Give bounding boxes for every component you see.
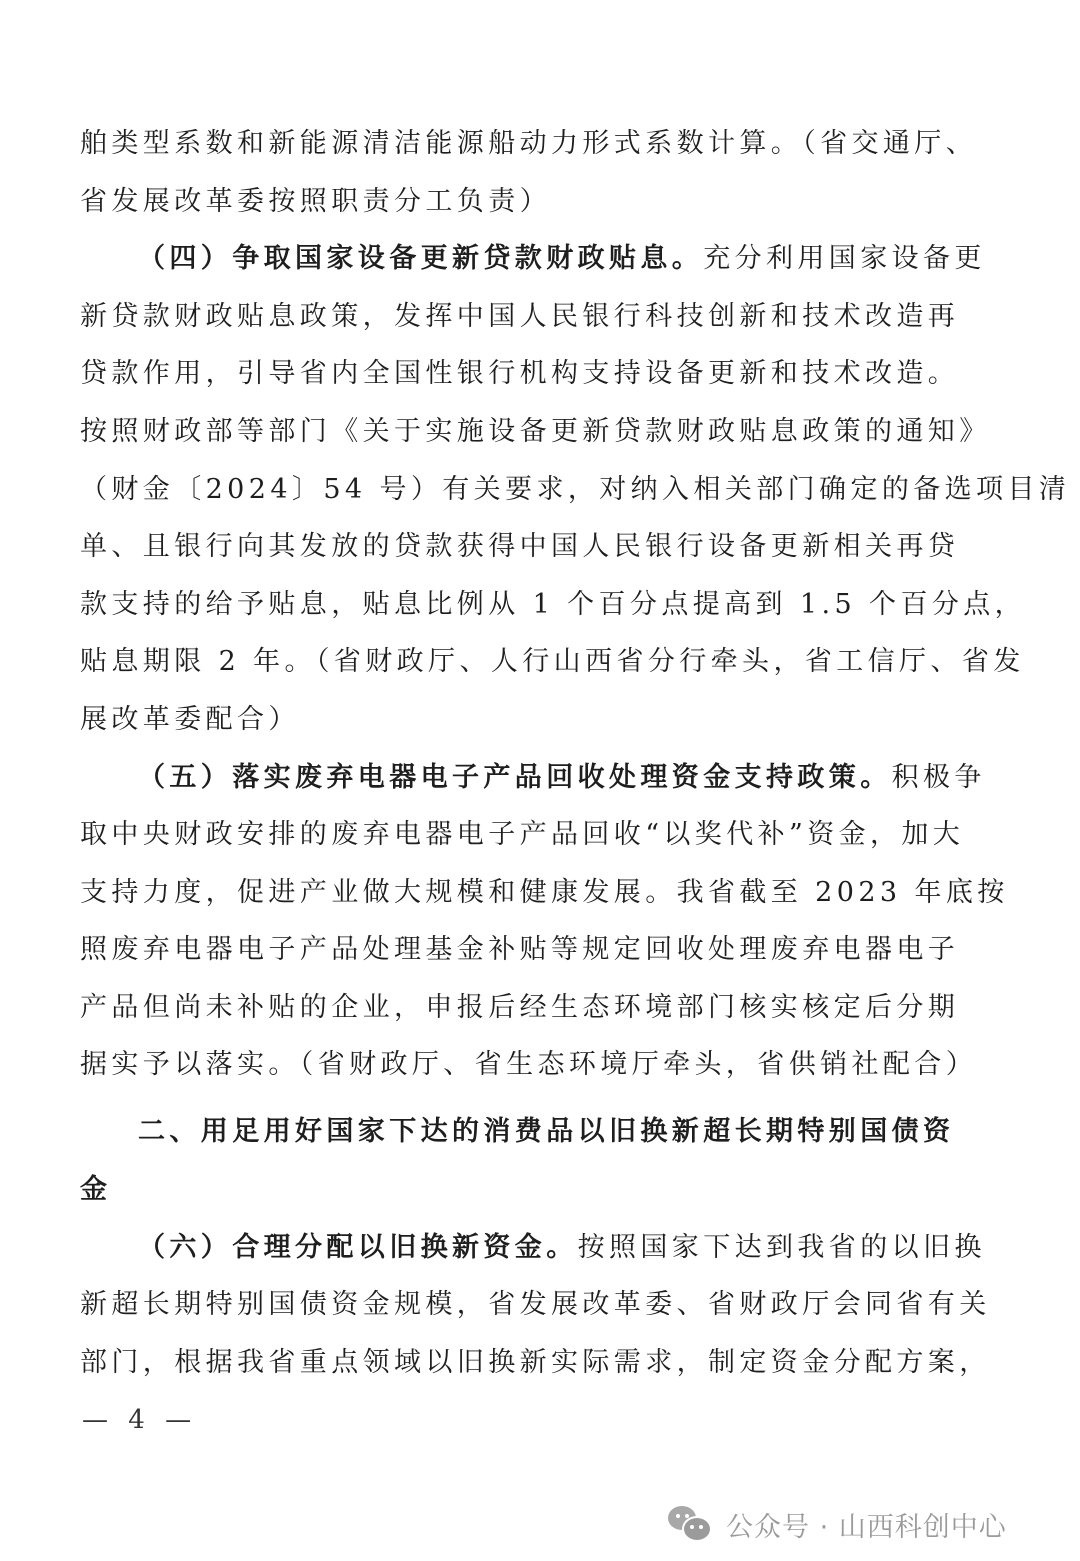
- subsection-title: （四）争取国家设备更新贷款财政贴息。: [138, 243, 704, 274]
- paragraph-line: [80, 642, 1025, 682]
- paragraph-line: [80, 124, 978, 164]
- body-text: 舶类型系数和新能源清洁能源船动力形式系数计算。（省交通厅、: [80, 128, 978, 159]
- body-text: 支持力度，促进产业做大规模和健康发展。我省截至 2023 年底按: [80, 877, 1009, 908]
- paragraph-line: [80, 412, 991, 452]
- paragraph-line: [80, 815, 965, 855]
- body-text: 据实予以落实。（省财政厅、省生态环境厅牵头，省供销社配合）: [80, 1049, 978, 1080]
- body-text: 积极争: [891, 762, 986, 793]
- wechat-watermark: [378, 1498, 1007, 1550]
- paragraph-line: [80, 354, 960, 394]
- body-text: 新超长期特别国债资金规模，省发展改革委、省财政厅会同省有关: [80, 1289, 991, 1320]
- section-heading-line: [138, 1112, 955, 1152]
- body-text: 贴息期限 2 年。（省财政厅、人行山西省分行牵头，省工信厅、省发: [80, 646, 1025, 677]
- wechat-icon: [668, 1504, 716, 1544]
- body-text: 部门，根据我省重点领域以旧换新实际需求，制定资金分配方案，: [80, 1347, 991, 1378]
- section-heading: 金: [80, 1174, 112, 1205]
- paragraph-line: [80, 585, 1027, 625]
- paragraph-line: [80, 988, 960, 1028]
- section-heading-line: [80, 1170, 950, 1210]
- body-text: 贷款作用，引导省内全国性银行机构支持设备更新和技术改造。: [80, 358, 960, 389]
- paragraph-line: [80, 182, 950, 222]
- paragraph-line: [138, 1228, 986, 1268]
- subsection-title: （六）合理分配以旧换新资金。: [138, 1232, 578, 1263]
- watermark-label: 公众号 · 山西科创中心: [726, 1511, 1007, 1543]
- paragraph-line: [138, 239, 986, 279]
- paragraph-line: [80, 527, 960, 567]
- body-text: （财金〔2024〕54 号）有关要求，对纳入相关部门确定的备选项目清: [80, 474, 1071, 505]
- body-text: 照废弃电器电子产品处理基金补贴等规定回收处理废弃电器电子: [80, 934, 960, 965]
- paragraph-line: [80, 470, 1071, 510]
- page-number: — 4 —: [82, 1405, 198, 1435]
- paragraph-line: [80, 1045, 978, 1085]
- body-text: 产品但尚未补贴的企业，申报后经生态环境部门核实核定后分期: [80, 992, 960, 1023]
- body-text: 省发展改革委按照职责分工负责）: [80, 186, 551, 217]
- paragraph-line: [80, 873, 1009, 913]
- section-heading: 二、用足用好国家下达的消费品以旧换新超长期特别国债资: [138, 1116, 955, 1147]
- paragraph-line: [80, 297, 960, 337]
- paragraph-line: [80, 700, 950, 740]
- body-text: 充分利用国家设备更: [703, 243, 986, 274]
- paragraph-line: [80, 1285, 991, 1325]
- body-text: 单、且银行向其发放的贷款获得中国人民银行设备更新相关再贷: [80, 531, 960, 562]
- body-text: 展改革委配合）: [80, 704, 300, 735]
- body-text: 取中央财政安排的废弃电器电子产品回收“以奖代补”资金，加大: [80, 819, 965, 850]
- body-text: 款支持的给予贴息，贴息比例从 1 个百分点提高到 1.5 个百分点，: [80, 589, 1027, 620]
- paragraph-line: [80, 930, 960, 970]
- body-text: 按照国家下达到我省的以旧换: [577, 1232, 986, 1263]
- body-text: 按照财政部等部门《关于实施设备更新贷款财政贴息政策的通知》: [80, 416, 991, 447]
- paragraph-line: [80, 1343, 991, 1383]
- paragraph-line: [138, 758, 986, 798]
- subsection-title: （五）落实废弃电器电子产品回收处理资金支持政策。: [138, 762, 892, 793]
- body-text: 新贷款财政贴息政策，发挥中国人民银行科技创新和技术改造再: [80, 301, 960, 332]
